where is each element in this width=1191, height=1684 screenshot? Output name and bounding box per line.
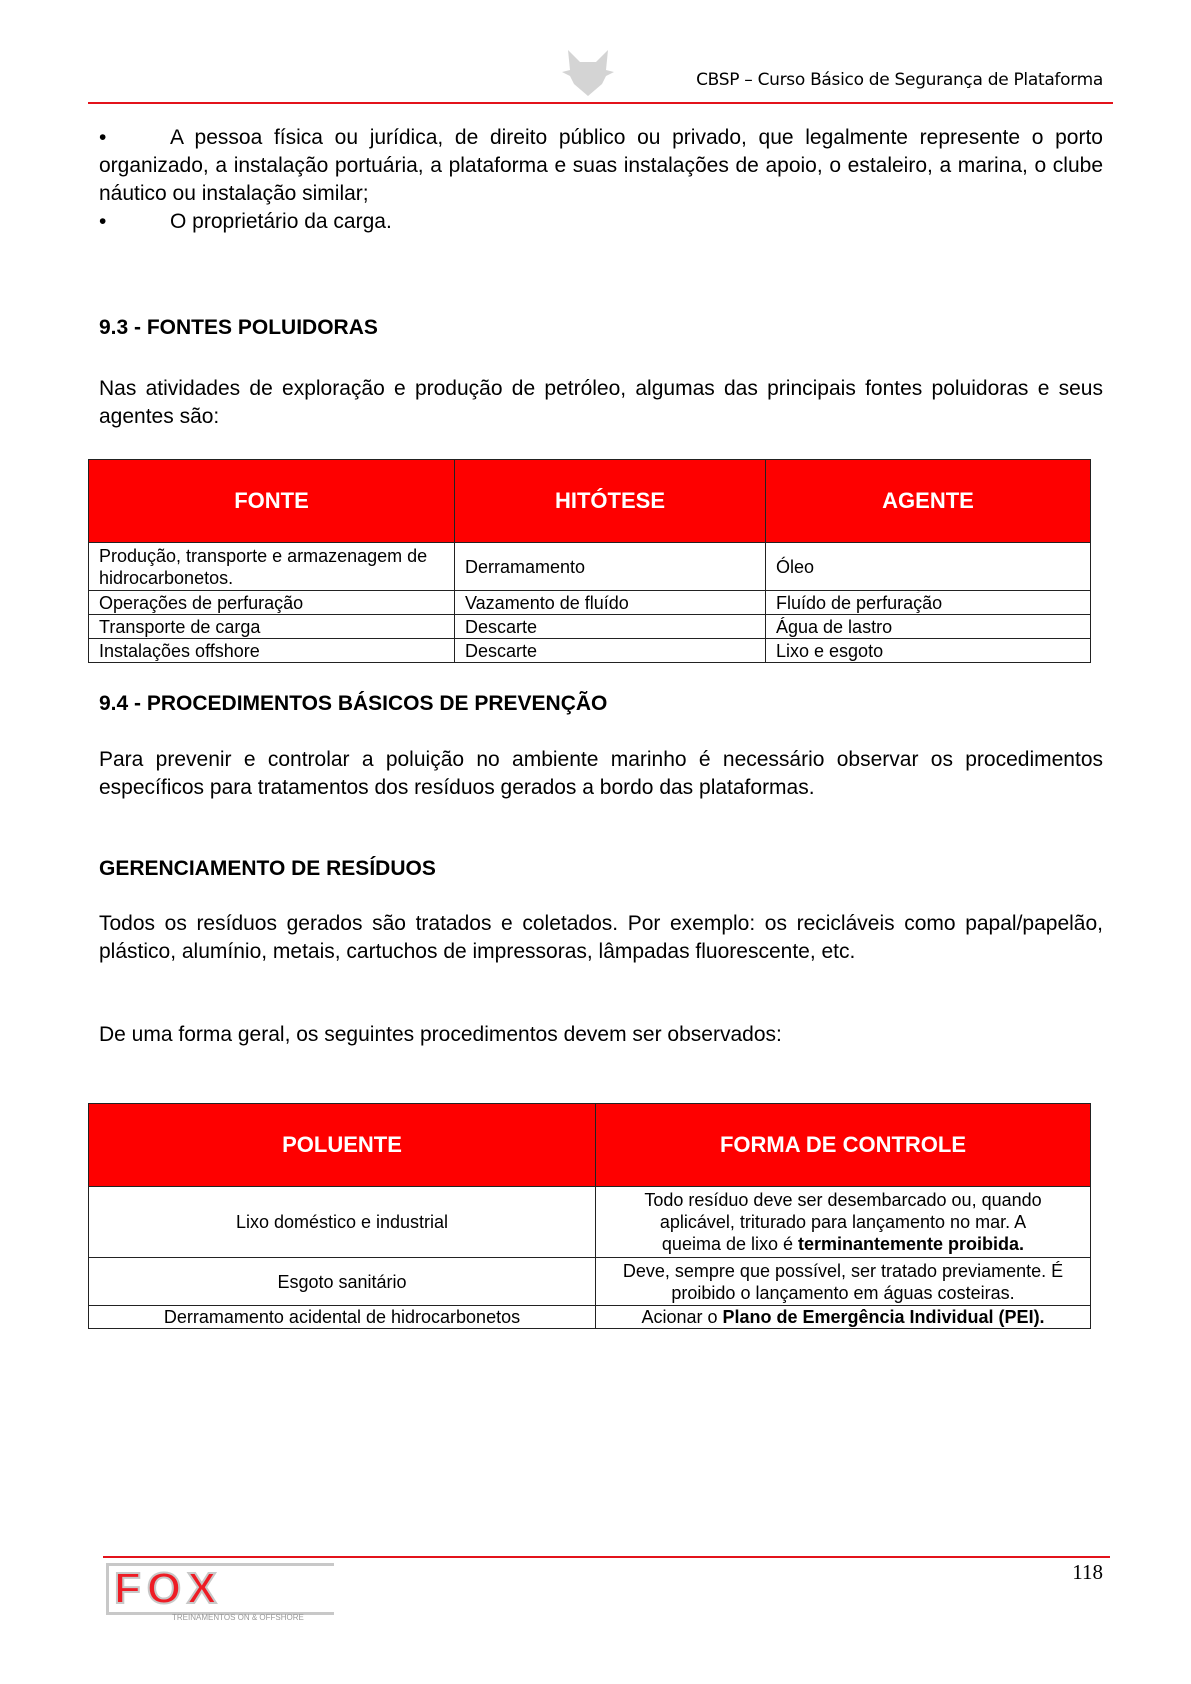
pollution-sources-table [88, 459, 1091, 663]
header-title: CBSP – Curso Básico de Segurança de Plataforma [696, 70, 1103, 90]
column-header-fonte: FONTE [89, 460, 455, 543]
footer-divider [103, 1556, 1110, 1558]
cell-bold-text: Plano de Emergência Individual (PEI). [722, 1307, 1045, 1327]
residuos-paragraph-1: Todos os resíduos gerados são tratados e coletados. Por exemplo: os recicláveis como papal/papelão, plástico, alumínio, metais, cartuchos de impressoras, lâmpadas fluorescente, etc. [99, 912, 1103, 963]
table-header-row [89, 1104, 1091, 1187]
column-header-poluente: POLUENTE [89, 1104, 596, 1187]
section-heading-9-3: 9.3 - FONTES POLUIDORAS [99, 316, 378, 339]
table-row [89, 1306, 1091, 1329]
section-heading-9-4: 9.4 - PROCEDIMENTOS BÁSICOS DE PREVENÇÃO [99, 692, 608, 715]
header-divider [88, 102, 1113, 104]
table-cell [596, 1306, 1091, 1329]
table-cell: Derramamento acidental de hidrocarbonetos [89, 1306, 596, 1329]
table-row [89, 615, 1091, 639]
page-number: 118 [1072, 1560, 1103, 1584]
table-header-row [89, 460, 1091, 543]
table-cell: Fluído de perfuração [766, 591, 1091, 615]
table-cell: Lixo doméstico e industrial [89, 1187, 596, 1258]
section-9-3-paragraph: Nas atividades de exploração e produção de petróleo, algumas das principais fontes poluidoras e seus agentes são: [99, 377, 1103, 428]
table-cell: Instalações offshore [89, 639, 455, 663]
bullet-icon: • [99, 126, 107, 149]
list-item [99, 124, 1103, 208]
table-cell: Lixo e esgoto [766, 639, 1091, 663]
cell-text: Acionar o [641, 1307, 723, 1327]
table-cell: Descarte [455, 639, 766, 663]
table-cell [596, 1187, 1091, 1258]
bullet-icon: • [99, 210, 107, 233]
fox-logo [106, 1563, 338, 1625]
table-cell: Produção, transporte e armazenagem de hidrocarbonetos. [89, 543, 455, 591]
table-row [89, 543, 1091, 591]
table-cell: Descarte [455, 615, 766, 639]
fox-watermark-icon [562, 50, 614, 96]
cell-bold-text: terminantemente proibida. [798, 1234, 1025, 1254]
table-row [89, 1258, 1091, 1306]
list-item [99, 208, 1103, 236]
table-row [89, 639, 1091, 663]
column-header-agente: AGENTE [766, 460, 1091, 543]
section-heading-residuos: GERENCIAMENTO DE RESÍDUOS [99, 857, 436, 880]
table-cell: Transporte de carga [89, 615, 455, 639]
cell-text: Deve, sempre que possível, ser tratado previamente. É proibido o lançamento em águas costeiras. [622, 1260, 1064, 1303]
residuos-paragraph-2: De uma forma geral, os seguintes procedimentos devem ser observados: [99, 1023, 782, 1046]
column-header-hipotese: HITÓTESE [455, 460, 766, 543]
bullet-text: A pessoa física ou jurídica, de direito público ou privado, que legalmente represente o porto organizado, a instalação portuária, a plataforma e suas instalações de apoio, o estaleiro, a marina, o clube náutico ou instalação similar; [99, 126, 1103, 205]
table-cell: Vazamento de fluído [455, 591, 766, 615]
waste-control-table [88, 1103, 1091, 1329]
table-cell [596, 1258, 1091, 1306]
table-cell: Água de lastro [766, 615, 1091, 639]
table-cell: Operações de perfuração [89, 591, 455, 615]
logo-text: FOX [114, 1564, 223, 1613]
table-cell: Esgoto sanitário [89, 1258, 596, 1306]
table-cell: Derramamento [455, 543, 766, 591]
table-row [89, 591, 1091, 615]
column-header-forma-de-controle: FORMA DE CONTROLE [596, 1104, 1091, 1187]
section-9-4-paragraph: Para prevenir e controlar a poluição no ambiente marinho é necessário observar os procedimentos específicos para tratamentos dos resíduos gerados a bordo das plataformas. [99, 748, 1103, 799]
table-row [89, 1187, 1091, 1258]
bullet-list [99, 124, 1103, 236]
bullet-text: O proprietário da carga. [170, 210, 392, 233]
table-cell: Óleo [766, 543, 1091, 591]
logo-tagline: TREINAMENTOS ON & OFFSHORE [172, 1613, 304, 1622]
cell-text: Todo resíduo deve ser desembarcado ou, quando aplicável, triturado para lançamento no mar. A queima de lixo é [644, 1190, 1042, 1254]
